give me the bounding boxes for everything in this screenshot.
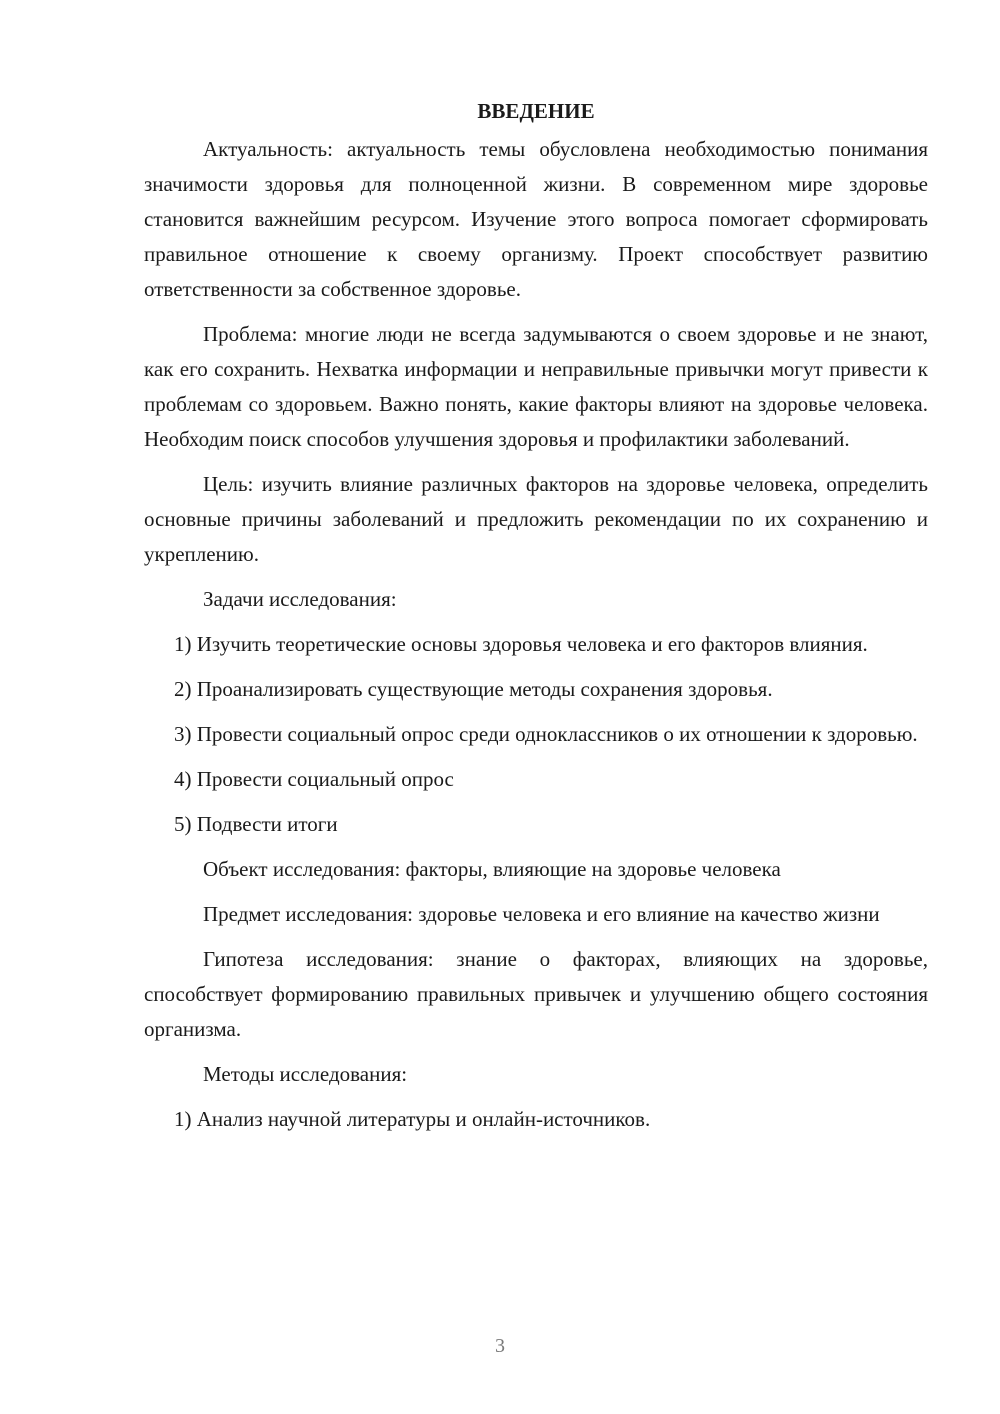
hypothesis-paragraph: Гипотеза исследования: знание о факторах, влияющих на здоровье, способствует формированию правильных привычек и улучшению общего состояния организма. xyxy=(144,947,928,1041)
page-number: 3 xyxy=(495,1335,505,1357)
problem-paragraph: Проблема: многие люди не всегда задумываются о своем здоровье и не знают, как его сохранить. Нехватка информации и неправильные привычки могут привести к проблемам со здоровьем. Важно понять, какие факторы влияют на здоровье человека. Необходим поиск способов улучшения здоровья и профилактики заболеваний. xyxy=(144,322,928,451)
subject-paragraph: Предмет исследования: здоровье человека и его влияние на качество жизни xyxy=(203,902,880,926)
task-item-3: 3) Провести социальный опрос среди одноклассников о их отношении к здоровью. xyxy=(174,722,918,746)
method-item-1: 1) Анализ научной литературы и онлайн-источников. xyxy=(174,1107,651,1131)
task-item-5: 5) Подвести итоги xyxy=(174,812,338,836)
object-paragraph: Объект исследования: факторы, влияющие на здоровье человека xyxy=(203,857,781,881)
task-item-2: 2) Проанализировать существующие методы сохранения здоровья. xyxy=(174,677,773,701)
task-item-1: 1) Изучить теоретические основы здоровья человека и его факторов влияния. xyxy=(174,632,868,656)
document-page xyxy=(144,96,928,1147)
relevance-paragraph: Актуальность: актуальность темы обусловлена необходимостью понимания значимости здоровья для полноценной жизни. В современном мире здоровье становится важнейшим ресурсом. Изучение этого вопроса помогает сформировать правильное отношение к своему организму. Проект способствует развитию ответственности за собственное здоровье. xyxy=(144,137,928,301)
section-heading: ВВЕДЕНИЕ xyxy=(477,99,595,123)
methods-title: Методы исследования: xyxy=(203,1062,408,1086)
goal-paragraph: Цель: изучить влияние различных факторов на здоровье человека, определить основные причины заболеваний и предложить рекомендации по их сохранению и укреплению. xyxy=(144,472,928,566)
tasks-title: Задачи исследования: xyxy=(203,587,397,611)
task-item-4: 4) Провести социальный опрос xyxy=(174,767,454,791)
